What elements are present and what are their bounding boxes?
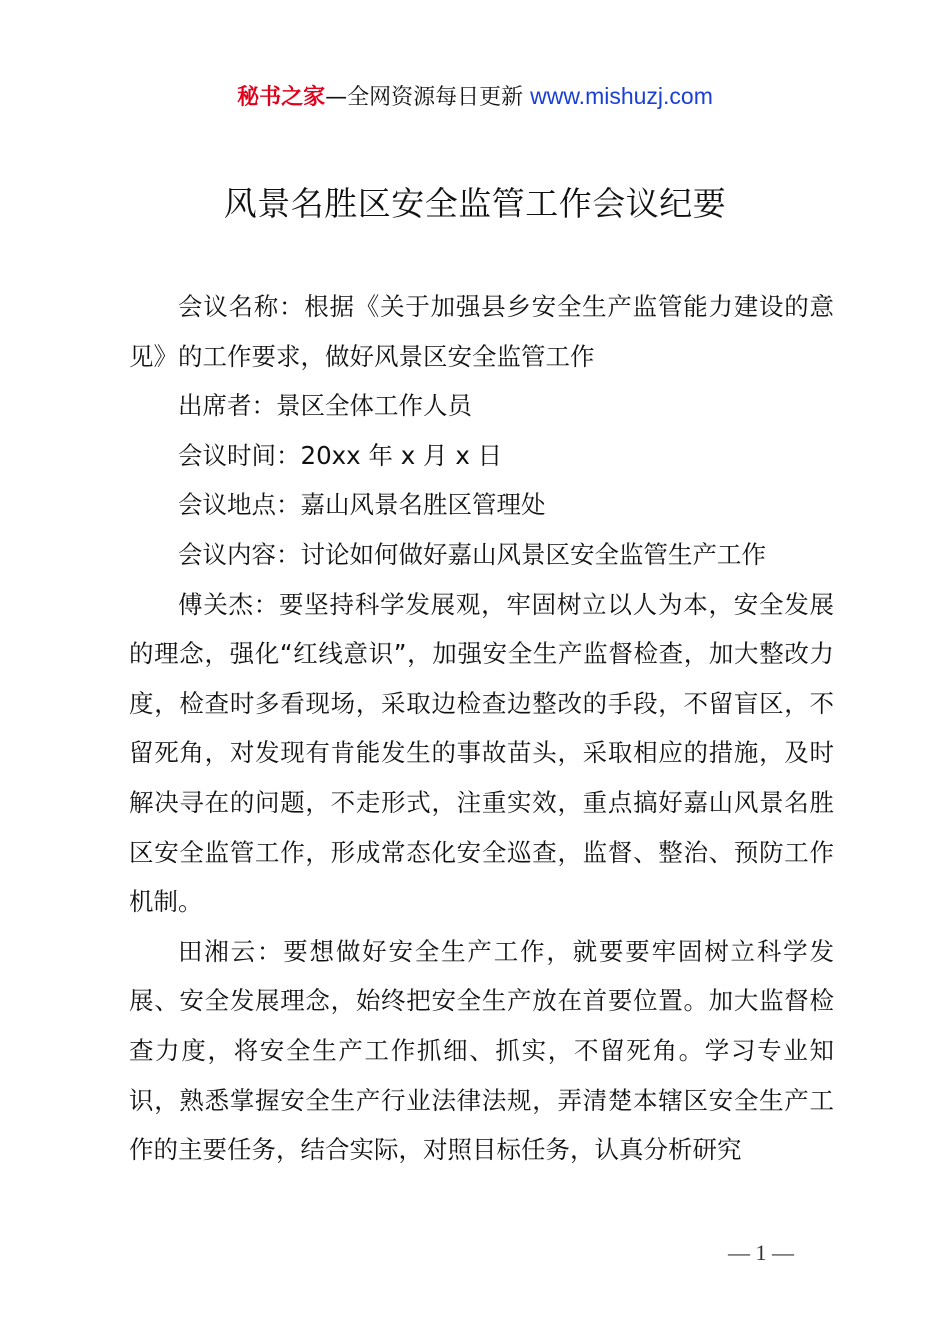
body-paragraph-fu: 傅关杰：要坚持科学发展观，牢固树立以人为本，安全发展的理念，强化“红线意识”，加强安全生产监督检查，加大整改力度，检查时多看现场，采取边检查边整改的手段，不留盲区，不留死角，对发现有肯能发生的事故苗头，采取相应的措施，及时解决寻在的问题，不走形式，注重实效，重点搞好嘉山风景名胜区安全监管工作，形成常态化安全巡查，监督、整治、预防工作机制。 bbox=[129, 589, 834, 917]
meeting-content-field: 会议内容：讨论如何做好嘉山风景区安全监管生产工作 bbox=[178, 539, 766, 569]
page-number: — 1 — bbox=[728, 1240, 794, 1265]
meeting-location-field: 会议地点：嘉山风景名胜区管理处 bbox=[178, 490, 546, 520]
document-title: 风景名胜区安全监管工作会议纪要 bbox=[223, 184, 727, 223]
brand-name: 秘书之家 bbox=[237, 85, 326, 110]
site-header bbox=[0, 80, 950, 114]
meeting-time-field: 会议时间：20xx 年 x 月 x 日 bbox=[178, 440, 503, 470]
attendees-field: 出席者：景区全体工作人员 bbox=[178, 391, 472, 421]
header-tagline: —全网资源每日更新 bbox=[325, 85, 524, 110]
meeting-name-field: 会议名称：根据《关于加强县乡安全生产监管能力建设的意见》的工作要求，做好风景区安全监管工作 bbox=[129, 292, 834, 371]
document-body bbox=[129, 282, 834, 1175]
site-url-link[interactable]: www.mishuzj.com bbox=[530, 83, 713, 109]
body-paragraph-tian: 田湘云：要想做好安全生产工作，就要要牢固树立科学发展、安全发展理念，始终把安全生产放在首要位置。加大监督检查力度，将安全生产工作抓细、抓实，不留死角。学习专业知识，熟悉掌握安全生产行业法律法规，弄清楚本辖区安全生产工作的主要任务，结合实际，对照目标任务，认真分析研究 bbox=[129, 936, 834, 1165]
